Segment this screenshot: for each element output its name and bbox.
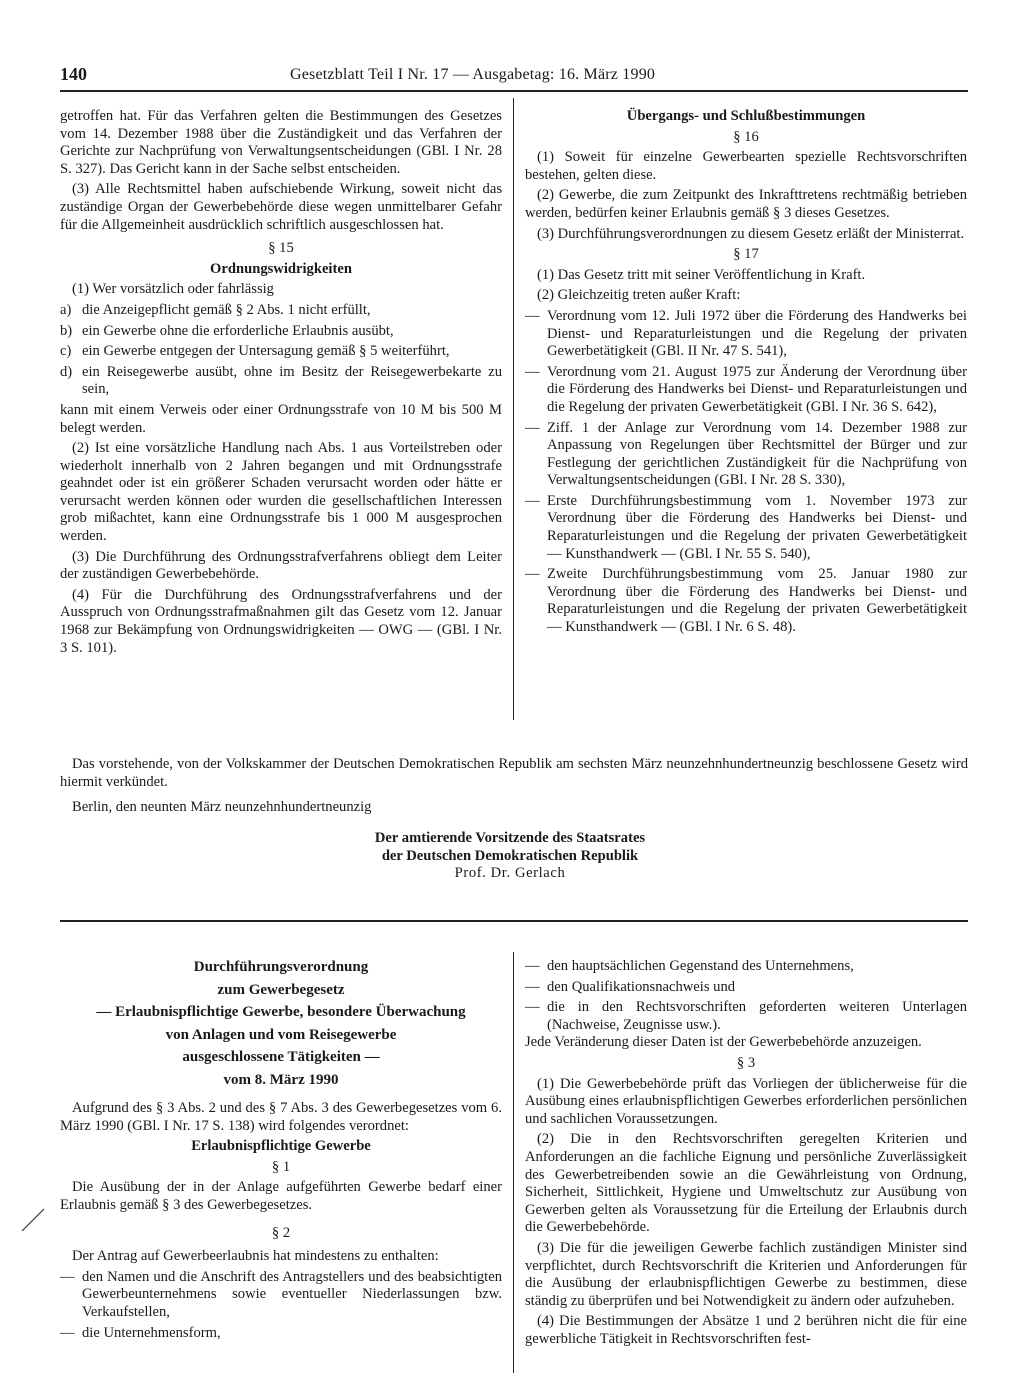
s15-p3: (3) Die Durchführung des Ordnungsstrafverfahrens obliegt dem Leiter der zuständigen Gewerbebehörde. (60, 548, 502, 583)
title-line-4: von Anlagen und vom Reisegewerbe (165, 1026, 397, 1043)
column-divider-upper (513, 98, 514, 720)
list-marker: — (525, 307, 540, 324)
upper-left-column (60, 108, 502, 660)
list-item (525, 958, 967, 976)
preamble: Aufgrund des § 3 Abs. 2 und des § 7 Abs. 3 des Gewerbegesetzes vom 6. März 1990 (GBl. I Nr. 17 S. 138) wird folgendes verordnet: (60, 1100, 502, 1134)
list-marker: — (525, 999, 540, 1016)
list-item (525, 364, 967, 417)
paragraph-3: (3) Alle Rechtsmittel haben aufschiebende Wirkung, soweit nicht das zuständige Organ der Gewerbebehörde diese wegen unmittelbarer Gefahr für die Allgemeinheit ausdrücklich schriftlich ausgeschlossen hat. (60, 181, 502, 233)
list-marker: — (525, 363, 540, 380)
list-text: die in den Rechtsvorschriften geforderten weiteren Unterlagen (Nachweise, Zeugnisse usw.). (547, 999, 967, 1033)
section-17-number: § 17 (733, 246, 759, 263)
list-text: Zweite Durchführungsbestimmung vom 25. Januar 1980 zur Verordnung über die Förderung des Handwerks bei Dienst- und Reparaturleistungen und die Regelung der privaten Gewerbetätigkeit — Kunsthandwerk — (GBl. I Nr. 6 S. 48). (547, 566, 967, 636)
list-text: die Unternehmensform, (82, 1324, 221, 1341)
signature-line-1: Der amtierende Vorsitzende des Staatsrates (374, 830, 646, 846)
list-item (60, 302, 502, 320)
header-rule (60, 90, 968, 92)
title-line-3: — Erlaubnispflichtige Gewerbe, besondere Überwachung (96, 1004, 466, 1020)
continuation-paragraph: getroffen hat. Für das Verfahren gelten die Bestimmungen des Gesetzes vom 14. Dezember 1988 über die Zuständigkeit und das Verfahren der Gerichte zur Nachprüfung von Verwaltungsentscheidungen (GBl. I Nr. 28 S. 327). Das Gericht kann in der Sache selbst entscheiden. (60, 108, 502, 177)
list-item (525, 420, 967, 490)
list-marker: d) (60, 363, 73, 380)
list-text: den Namen und die Anschrift des Antragstellers und des beabsichtigten Gewerbeunternehmens sowie eventueller Niederlassungen bzw. Verkaufstellen, (82, 1268, 502, 1320)
section-15-title: Ordnungswidrigkeiten (210, 260, 352, 277)
s16-p2: (2) Gewerbe, die zum Zeitpunkt des Inkrafttretens rechtmäßig betrieben werden, bedürfen keiner Erlaubnis gemäß § 3 dieses Gesetzes. (525, 187, 967, 221)
list-text: den hauptsächlichen Gegenstand des Unternehmens, (547, 958, 854, 974)
transitional-heading: Übergangs- und Schlußbestimmungen (626, 108, 866, 124)
title-date: vom 8. März 1990 (223, 1071, 339, 1088)
promulgation-block (60, 756, 968, 820)
subheading-permit-trades: Erlaubnispflichtige Gewerbe (191, 1138, 371, 1155)
place-date: Berlin, den neunten März neunzehnhundertneunzig (72, 799, 372, 816)
lower-right-column (525, 958, 967, 1351)
title-line-2: zum Gewerbegesetz (217, 981, 345, 998)
pen-mark-icon (18, 1205, 48, 1235)
lower-left-column (60, 958, 502, 1345)
s17-p2: (2) Gleichzeitig treten außer Kraft: (537, 287, 741, 304)
list-item (525, 999, 967, 1034)
s15-p2: (2) Ist eine vorsätzliche Handlung nach Abs. 1 aus Vorteilstreben oder wiederholt innerhalb von 2 Jahren begangen und mit Ordnungsstrafe geahndet oder ist ein größerer Schaden verursacht worden oder hätte er verursacht werden können oder wurden die gesellschaftlichen Interessen grob mißachtet, kann eine Ordnungsstrafe bis 1 000 M ausgesprochen werden. (60, 440, 502, 545)
list-item (525, 308, 967, 361)
s15-p4: (4) Für die Durchführung des Ordnungsstrafverfahrens und der Ausspruch von Ordnungsstrafmaßnahmen gilt das Gesetz vom 12. Januar 1968 zur Bekämpfung von Ordnungswidrigkeiten — OWG — (GBl. I Nr. 3 S. 101). (60, 586, 502, 656)
section-16-number: § 16 (733, 128, 759, 145)
list-item (525, 979, 967, 997)
s3-p2: (2) Die in den Rechtsvorschriften geregelten Kriterien und Anforderungen an die fachliche Eignung und persönliche Zuverlässigkeit des Gewerbetreibenden sowie an die Gewährleistung von Ordnung, Sicherheit, Sittlichkeit, Hygiene und Umweltschutz zur Ausübung von Gewerben gelten als Voraussetzung für die Erteilung der Erlaubnis durch die Gewerbebehörde. (525, 1131, 967, 1236)
list-text: ein Gewerbe ohne die erforderliche Erlaubnis ausübt, (82, 322, 394, 339)
list-marker: — (60, 1268, 75, 1285)
list-marker: a) (60, 301, 72, 318)
list-text: Verordnung vom 12. Juli 1972 über die Förderung des Handwerks bei Dienst- und Reparaturleistungen und die Regelung der privaten Gewerbetätigkeit (GBl. II Nr. 47 S. 541), (547, 307, 967, 360)
s15-p1-intro: (1) Wer vorsätzlich oder fahrlässig (72, 281, 274, 298)
section-15-number: § 15 (268, 240, 294, 257)
list-text: ein Gewerbe entgegen der Untersagung gemäß § 5 weiterführt, (82, 343, 450, 360)
section-2-number: § 2 (271, 1224, 291, 1241)
page-number: 140 (60, 64, 87, 84)
list-marker: b) (60, 322, 73, 339)
list-marker: — (60, 1324, 75, 1341)
list-text: Erste Durchführungsbestimmung vom 1. November 1973 zur Verordnung über die Förderung des Handwerks bei Dienst- und Reparaturleistungen und die Regelung der privaten Gewerbetätigkeit — Kunsthandwerk — (GBl. I Nr. 55 S. 540), (547, 492, 967, 562)
list-marker: — (525, 419, 540, 436)
list-text: die Anzeigepflicht gemäß § 2 Abs. 1 nicht erfüllt, (82, 301, 371, 318)
list-item (60, 323, 502, 341)
section-1-number: § 1 (271, 1158, 291, 1175)
title-line-5: ausgeschlossene Tätigkeiten — (182, 1049, 380, 1065)
list-marker: — (525, 958, 540, 974)
s3-p4: (4) Die Bestimmungen der Absätze 1 und 2 berühren nicht die für eine gewerbliche Tätigkeit in Rechtsvorschriften fest- (525, 1313, 967, 1347)
signature-line-2: der Deutschen Demokratischen Republik (381, 847, 639, 864)
list-marker: — (525, 566, 540, 583)
promulgation-text: Das vorstehende, von der Volkskammer der Deutschen Demokratischen Republik am sechsten März neunzehnhundertneunzig beschlossene Gesetz wird hiermit verkündet. (60, 756, 968, 790)
list-item (60, 1325, 502, 1343)
change-notice: Jede Veränderung dieser Daten ist der Gewerbebehörde anzuzeigen. (525, 1034, 922, 1051)
list-marker: — (525, 978, 540, 995)
list-item (525, 566, 967, 636)
column-divider-lower (513, 952, 514, 1373)
section-2-intro: Der Antrag auf Gewerbeerlaubnis hat mindestens zu enthalten: (72, 1248, 439, 1265)
list-marker: c) (60, 343, 72, 360)
s15-p1-tail: kann mit einem Verweis oder einer Ordnungsstrafe von 10 M bis 500 M belegt werden. (60, 401, 502, 436)
list-text: Verordnung vom 21. August 1975 zur Änderung der Verordnung über die Förderung des Handwerks bei Dienst- und Reparaturleistungen und die Regelung der privaten Gewerbetätigkeit (GBl. I Nr. 36 S. 642), (547, 363, 967, 415)
ordinance-title (60, 958, 502, 1090)
signature-block (300, 830, 720, 883)
section-3-number: § 3 (736, 1054, 756, 1071)
list-item (60, 1269, 502, 1322)
signature-name: Prof. Dr. Gerlach (454, 865, 566, 882)
section-1-text: Die Ausübung der in der Anlage aufgeführten Gewerbe bedarf einer Erlaubnis gemäß § 3 des Gewerbegesetzes. (60, 1179, 502, 1213)
s16-p1: (1) Soweit für einzelne Gewerbearten spezielle Rechtsvorschriften bestehen, gelten diese. (525, 149, 967, 183)
s3-p3: (3) Die für die jeweiligen Gewerbe fachlich zuständigen Minister sind verpflichtet, durch Rechtsvorschrift die Kriterien und Anforderungen für die Ausübung der erlaubnispflichtigen Gewerbe zu bestimmen, diese ständig zu überprüfen und bei Notwendigkeit zu ändern oder aufzuheben. (525, 1239, 967, 1309)
list-item (60, 364, 502, 399)
s16-p3: (3) Durchführungsverordnungen zu diesem Gesetz erläßt der Ministerrat. (537, 225, 965, 242)
s3-p1: (1) Die Gewerbebehörde prüft das Vorliegen der üblicherweise für die Ausübung eines erlaubnispflichtigen Gewerbes erforderlichen persönlichen und sachlichen Voraussetzungen. (525, 1075, 967, 1127)
list-text: den Qualifikationsnachweis und (547, 978, 736, 995)
s17-p1: (1) Das Gesetz tritt mit seiner Veröffentlichung in Kraft. (537, 266, 866, 283)
list-item (60, 343, 502, 361)
list-item (525, 493, 967, 563)
section-rule (60, 920, 968, 922)
list-text: ein Reisegewerbe ausübt, ohne im Besitz der Reisegewerbekarte zu sein, (82, 363, 502, 398)
upper-right-column (525, 108, 967, 640)
list-marker: — (525, 492, 540, 509)
title-line-1: Durchführungsverordnung (193, 959, 369, 975)
list-text: Ziff. 1 der Anlage zur Verordnung vom 14. Dezember 1988 zur Anpassung von Regelungen über Rechtsmittel der Bürger und zur Festlegung der gerichtlichen Zuständigkeit für die Nachprüfung von Verwaltungsentscheidungen (GBl. I Nr. 28 S. 330), (547, 419, 967, 489)
running-header: Gesetzblatt Teil I Nr. 17 — Ausgabetag: 16. März 1990 (290, 66, 656, 83)
